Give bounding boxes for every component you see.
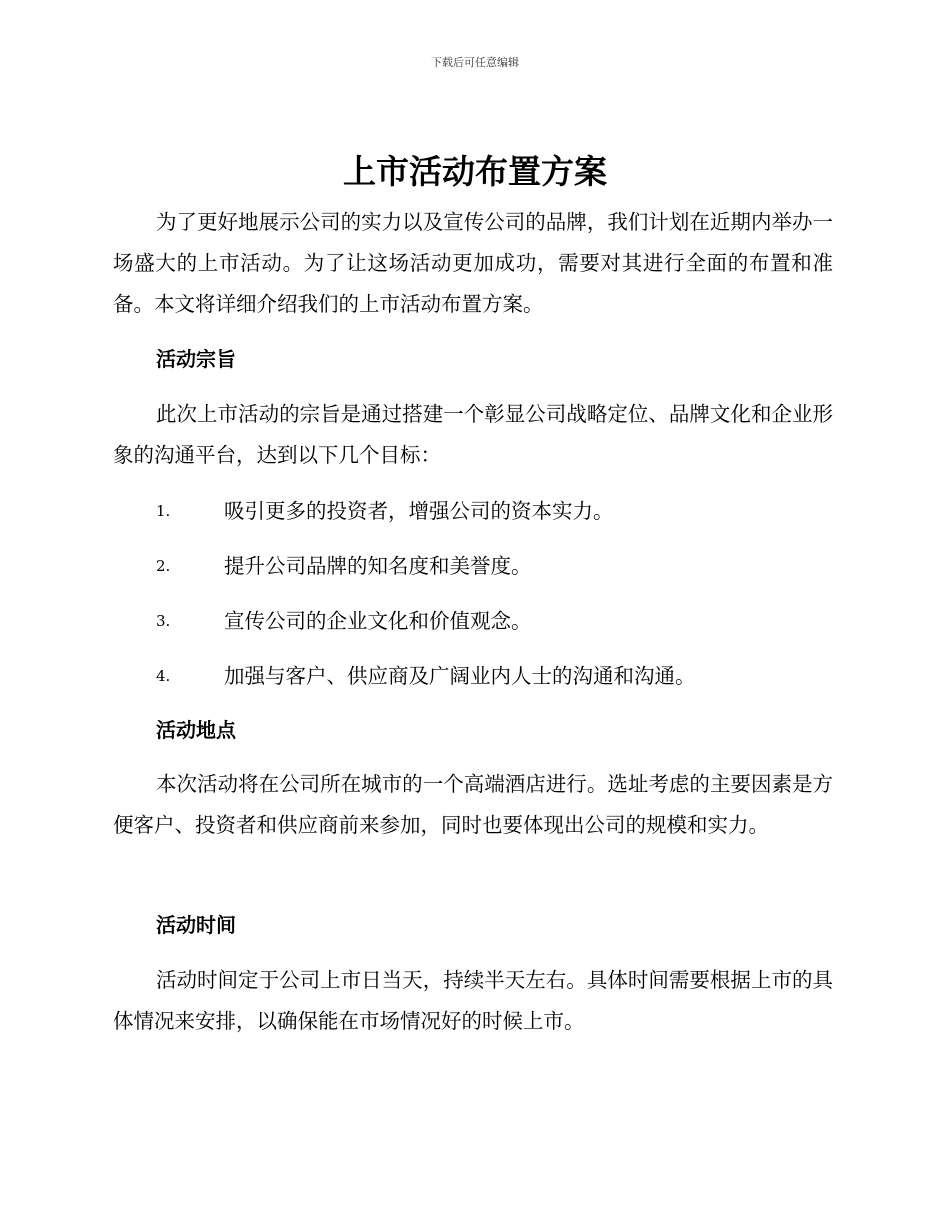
- time-paragraph: 活动时间定于公司上市日当天，持续半天左右。具体时间需要根据上市的具体情况来安排，以确保能在市场情况好的时候上市。: [113, 968, 833, 1033]
- section-heading-location: 活动地点: [156, 718, 236, 742]
- list-item-number: 4.: [156, 667, 171, 685]
- list-item-text: 加强与客户、供应商及广阔业内人士的沟通和沟通。: [224, 664, 696, 688]
- location-paragraph: 本次活动将在公司所在城市的一个高端酒店进行。选址考虑的主要因素是方便客户、投资者和供应商前来参加，同时也要体现出公司的规模和实力。: [113, 772, 833, 837]
- list-item: [156, 551, 836, 581]
- list-item-text: 吸引更多的投资者，增强公司的资本实力。: [224, 499, 614, 523]
- list-item-text: 宣传公司的企业文化和价值观念。: [224, 609, 532, 633]
- section-heading-time: 活动时间: [156, 913, 236, 937]
- list-item: [156, 496, 836, 526]
- header-note: 下载后可任意编辑: [431, 56, 519, 69]
- list-item-text: 提升公司品牌的知名度和美誉度。: [224, 554, 532, 578]
- section-heading-purpose: 活动宗旨: [156, 347, 236, 371]
- list-item: [156, 606, 836, 636]
- list-item-number: 1.: [156, 502, 171, 520]
- list-item: [156, 661, 836, 691]
- list-item-number: 3.: [156, 612, 171, 630]
- intro-paragraph: 为了更好地展示公司的实力以及宣传公司的品牌，我们计划在近期内举办一场盛大的上市活动。为了让这场活动更加成功，需要对其进行全面的布置和准备。本文将详细介绍我们的上市活动布置方案。: [113, 210, 833, 316]
- purpose-paragraph: 此次上市活动的宗旨是通过搭建一个彰显公司战略定位、品牌文化和企业形象的沟通平台，达到以下几个目标：: [113, 402, 833, 467]
- list-item-number: 2.: [156, 557, 171, 575]
- document-title: 上市活动布置方案: [343, 152, 607, 191]
